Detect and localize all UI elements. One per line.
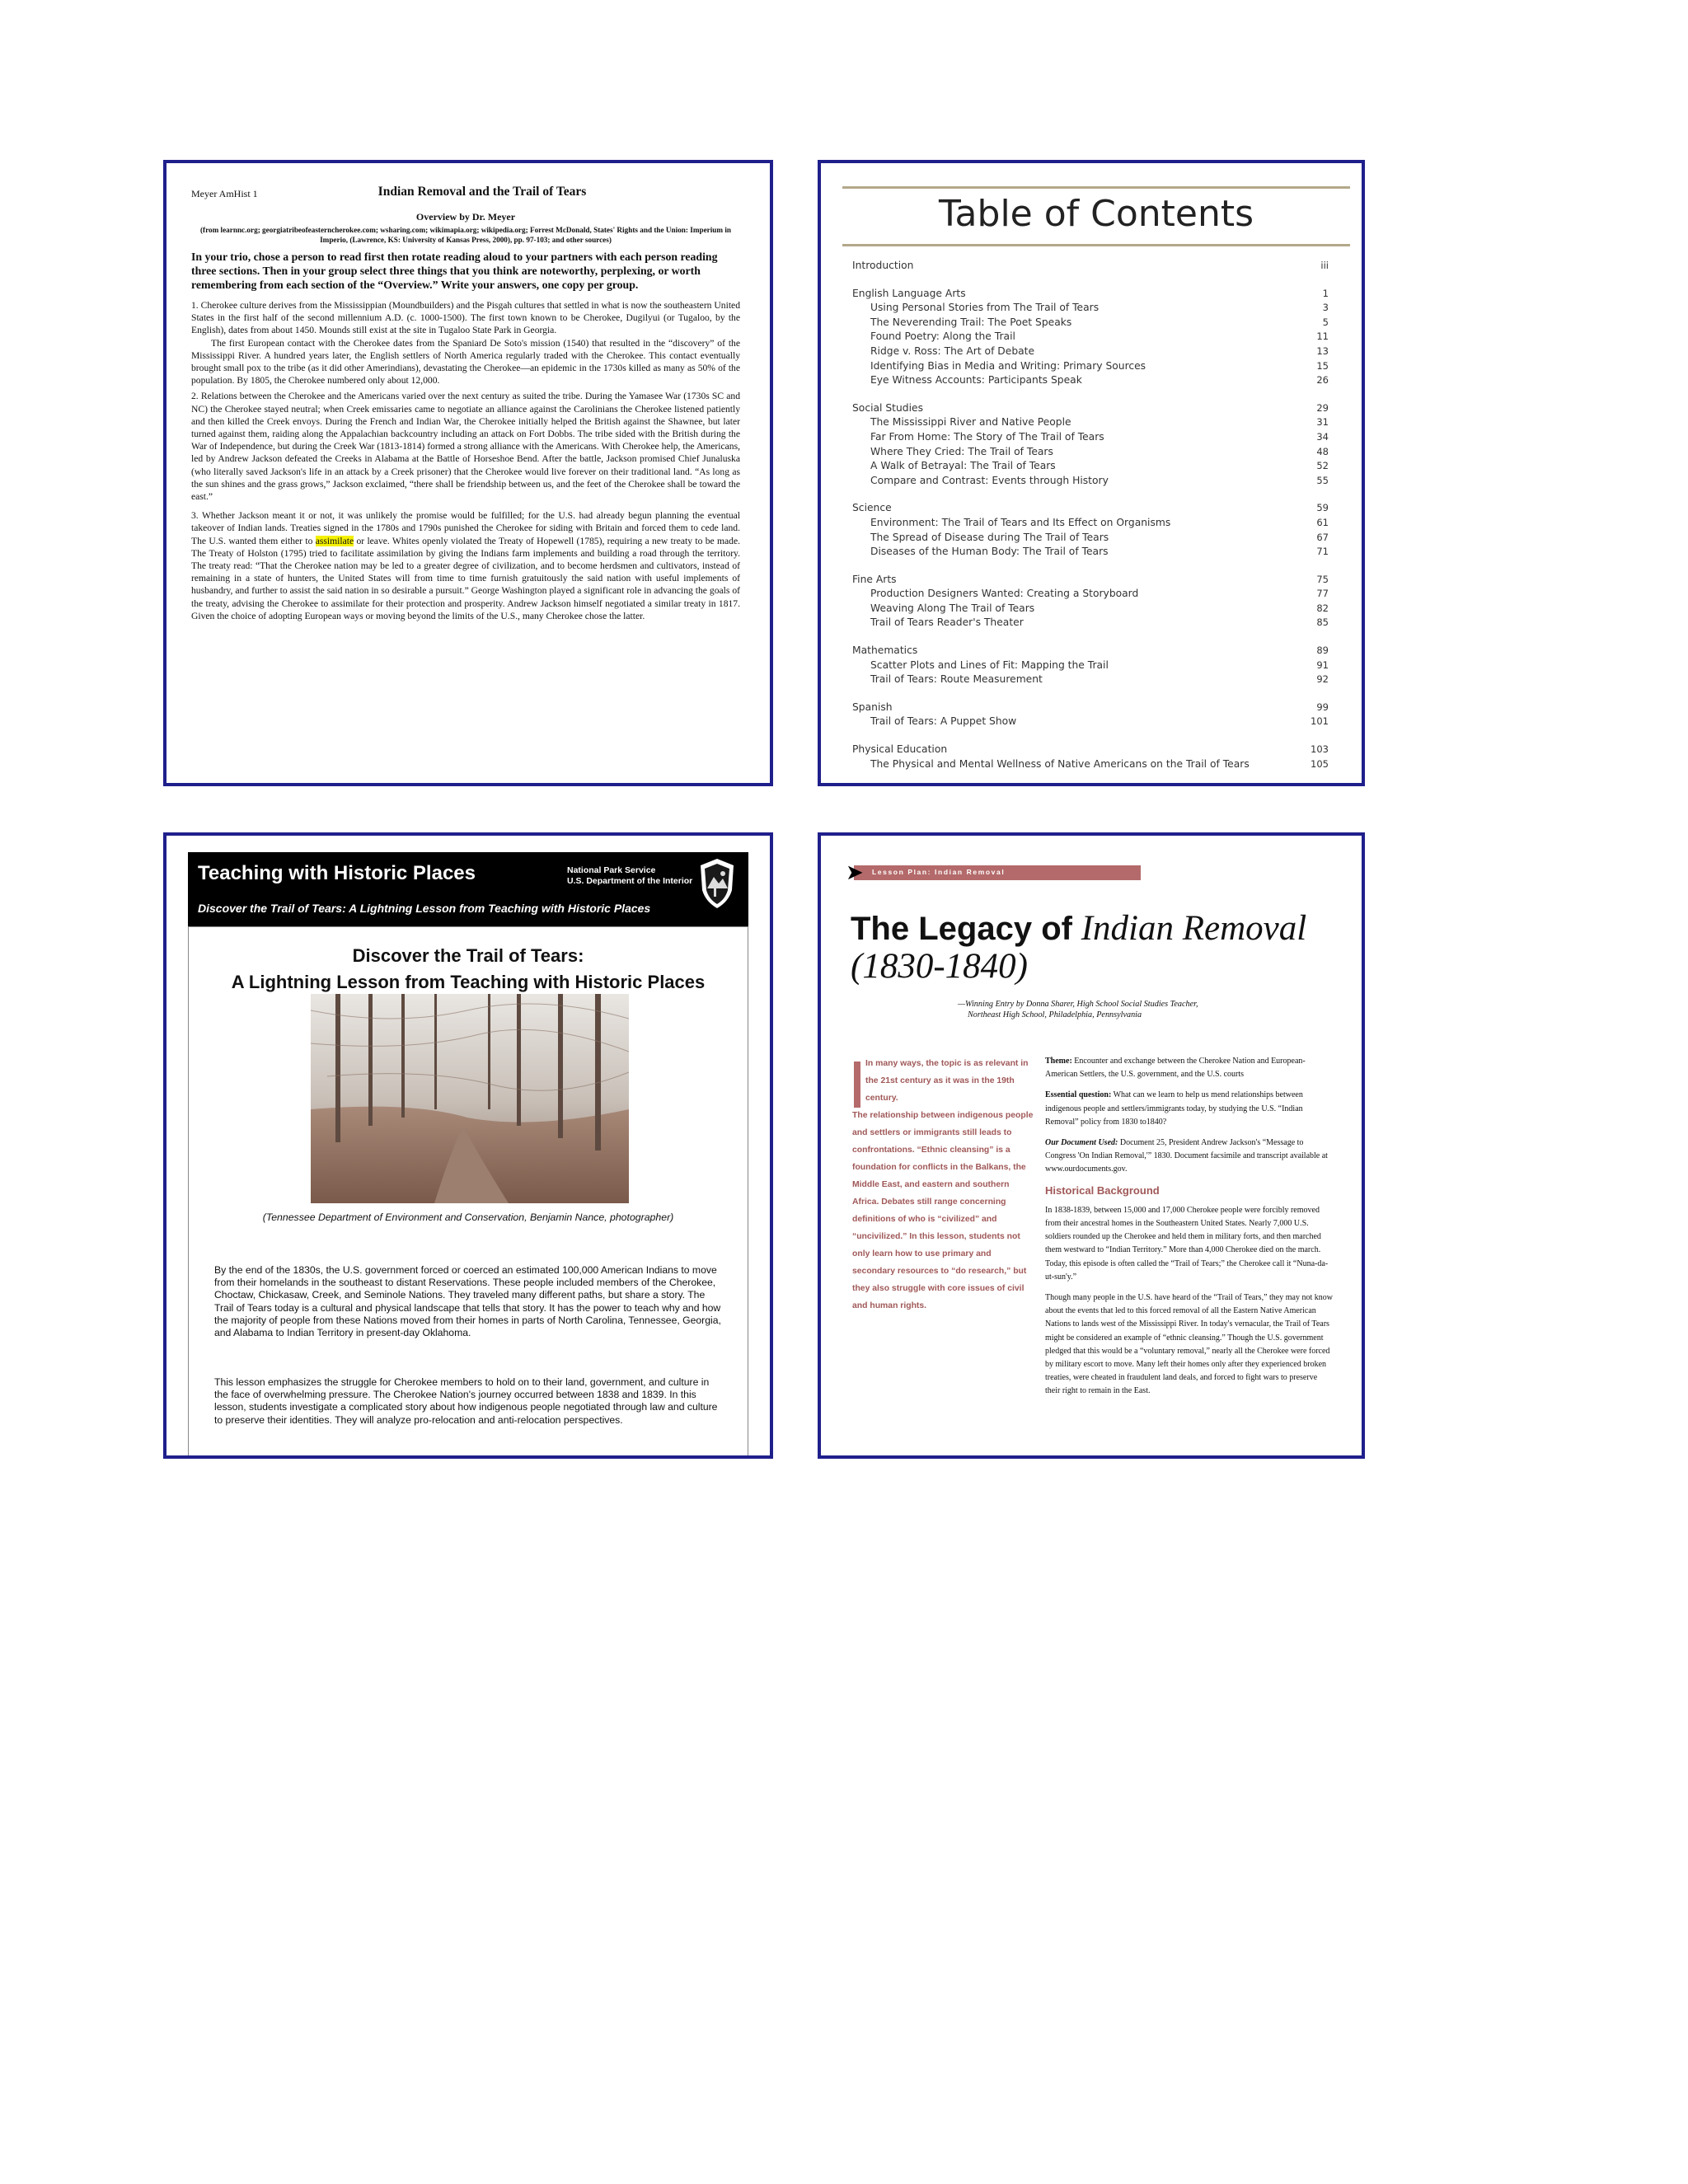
toc-entry-label: The Neverending Trail: The Poet Speaks [870, 316, 1072, 328]
agency-line-2: U.S. Department of the Interior [567, 876, 693, 886]
toc-page-number: 34 [1316, 430, 1329, 443]
toc-page-number: 11 [1316, 330, 1329, 343]
toc-page-number: 99 [1316, 701, 1329, 713]
toc-page-number: 26 [1316, 374, 1329, 387]
section-3 [191, 509, 740, 622]
section-1-text-a: 1. Cherokee culture derives from the Mississippian (Moundbuilders) and the Pisgah cultures that settled in what is now the southeastern United States in the first half of the second millennium A.D. (c. 1000-1500). The first town known to be Cherokee, Dugilyui (or Tugaloo, by the English), dates from about 1450. Mounds still exist at the site in Tugaloo State Park in Georgia. [191, 300, 740, 336]
theme-paragraph [1045, 1055, 1334, 1081]
toc-entry-label: Trail of Tears: Route Measurement [870, 673, 1043, 686]
toc-entry [852, 545, 1329, 560]
section-2: 2. Relations between the Cherokee and the Americans varied over the next century as suited the tribe. During the Yamasee War (1730s SC and NC) the Cherokee stayed neutral; when Creek emissaries came to negotiate an alliance against the Carolinians the Cherokee listened patiently and then killed the Creek envoys. During the French and Indian War, the Cherokee initially helped the British against the Shawnee, but later turned against them, raiding along the Appalachian backcountry including an attack on Fort Dobbs. The tribe sided with the British during the War of Independence, but during the Creek War (1813-1814) formed a strong alliance with the Americans. With Cherokee help, the Americans, led by Andrew Jackson defeated the Creeks in Alabama at the Battle of Horseshoe Bend. After the battle, Jackson promised Chief Junaluska (who literally saved Jackson's life in an attack by a Creek prisoner) that the Cherokee would live forever on their traditional land. “As long as the sun shines and the grass grows,” Jackson exclaimed, “there shall be friendship between us, and the feet of the Cherokee shall be toward the east.” [191, 391, 740, 503]
toc-page-number: 91 [1316, 658, 1329, 671]
document-page-twhp [163, 832, 773, 1459]
toc-section [852, 644, 1329, 658]
lesson-heading-line-2: A Lightning Lesson from Teaching with Historic Places [231, 972, 706, 992]
history-paragraph-1: In 1838-1839, between 15,000 and 17,000 Cherokee people were forcibly removed from their ancestral homes in the Southeastern United States. Nearly 7,000 U.S. soldiers rounded up the Cherokee and held them in military forts, and then marched them westward to “Indian Territory.” More than 4,000 Cherokee died on the march. Today, this episode is often called the “Trail of Tears;” the Cherokee call it “Nuna-da-ut-sun'y.” [1045, 1205, 1329, 1282]
toc-section [852, 401, 1329, 416]
toc-page-number: iii [1320, 260, 1329, 271]
toc-entry-label: Found Poetry: Along the Trail [870, 330, 1015, 343]
toc-entry-label: Spanish [852, 701, 893, 713]
document-used-text: Document 25, President Andrew Jackson's “Message to Congress 'On Indian Removal,'” 1830. Document facsimile and transcript available at www.ourdocuments.gov. [1045, 1138, 1328, 1174]
toc-entry [852, 301, 1329, 316]
document-used-paragraph [1045, 1137, 1334, 1177]
theme-label: Theme: [1045, 1057, 1072, 1066]
toc-page-number: 48 [1316, 445, 1329, 457]
toc-entry-label: Trail of Tears: A Puppet Show [870, 715, 1017, 728]
toc-entry [852, 616, 1329, 630]
lesson-heading-line-1: Discover the Trail of Tears: [352, 945, 584, 966]
forest-trail-photo [311, 994, 629, 1203]
instructions: In your trio, chose a person to read first then rotate reading aloud to your partners with each person reading three sections. Then in your group select three things that you think are noteworthy, perplexing, or worth remembering from each section of the “Overview.” Write your answers, one copy per group. [191, 251, 718, 291]
toc-entry [852, 474, 1329, 489]
intro-paragraph: By the end of the 1830s, the U.S. government forced or coerced an estimated 100,000 American Indians to move from their homelands in the southeast to distant Reservations. These people included members of the Cherokee, Choctaw, Chickasaw, Creek, and Seminole Nations. They traveled many different paths, but share a story. The Trail of Tears today is a cultural and physical landscape that tells that story. It has the power to teach why and how the majority of people from these Nations moved from their homes in parts of North Carolina, Tennessee, Georgia, and Alabama to Indian Territory in present-day Oklahoma. [214, 1264, 721, 1339]
section-3-text-pre: 3. Whether Jackson meant it or not, it was unlikely the promise would be fulfilled; for the U.S. had already begun planning the eventual takeover of Indian lands. Treaties signed in the 1780s and 1790s punished the Cherokee for siding with Britain and forced them to cede land. The U.S. wanted them either to [191, 510, 740, 546]
sources-note: (from learnnc.org; georgiatribeofeasterncherokee.com; wsharing.com; wikimapia.org; wikipedia.org; Forrest McDonald, States' Rights and the Union: Imperium in Imperio, (Lawrence, KS: University of Kansas Press, 2000), pp. 97-103; and other sources) [199, 226, 732, 244]
section-1-text-b: The first European contact with the Cherokee dates from the Spaniard De Soto's mission (1540) that resulted in the “discovery” of the Mississippi River. A hundred years later, the English settlers of North America regularly traded with the Cherokee. This contact eventually brought small pox to the tribe (as it did other Amerindians), devastating the Cherokee—an epidemic in the 1730s killed as many as 50% of the population. By 1805, the Cherokee numbered only about 12,000. [191, 337, 740, 387]
theme-text: Encounter and exchange between the Cherokee Nation and European-American Settlers, the U.S. government, and the U.S. courts [1045, 1057, 1306, 1080]
toc-entry-label: The Spread of Disease during The Trail of Tears [870, 531, 1109, 543]
essential-question-paragraph [1045, 1089, 1334, 1129]
toc-page-number: 55 [1316, 474, 1329, 486]
pull-quote-rest: The relationship between indigenous people and settlers or immigrants still leads to confrontations. “Ethnic cleansing” is a foundation for conflicts in the Balkans, the Middle East, and eastern and southern Africa. Debates still range concerning definitions of who is “civilized” and “uncivilized.” In this lesson, students not only learn how to use primary and secondary resources to “do research,” but they also struggle with core issues of civil and human rights. [852, 1111, 1034, 1310]
overview-byline: Overview by Dr. Meyer [415, 211, 516, 223]
toc-entry-label: Introduction [852, 260, 914, 271]
toc-page-number: 89 [1316, 644, 1329, 657]
toc-entry-label: Environment: The Trail of Tears and Its Effect on Organisms [870, 516, 1171, 528]
toc-list [852, 259, 1329, 771]
toc-bottom-rule [842, 244, 1350, 246]
toc-entry-label: Trail of Tears Reader's Theater [870, 616, 1024, 629]
toc-entry-label: Science [852, 502, 892, 514]
toc-entry [852, 359, 1329, 374]
toc-page-number: 52 [1316, 460, 1329, 472]
toc-entry [852, 602, 1329, 616]
toc-entry-label: The Mississippi River and Native People [870, 416, 1071, 429]
toc-entry [852, 658, 1329, 673]
toc-entry [852, 373, 1329, 388]
toc-page-number: 15 [1316, 359, 1329, 372]
toc-page-number: 77 [1316, 588, 1329, 600]
toc-page-number: 61 [1316, 516, 1329, 528]
toc-entry-label: Ridge v. Ross: The Art of Debate [870, 344, 1035, 357]
toc-page-number: 75 [1316, 573, 1329, 585]
toc-entry-label: Mathematics [852, 644, 918, 657]
toc-page-number: 67 [1316, 531, 1329, 543]
essential-question-label: Essential question: [1045, 1090, 1112, 1100]
photo-caption: (Tennessee Department of Environment and Conservation, Benjamin Nance, photographer) [262, 1212, 674, 1223]
toc-entry [852, 415, 1329, 430]
toc-entry-label: Identifying Bias in Media and Writing: Primary Sources [870, 359, 1146, 372]
toc-entry [852, 445, 1329, 460]
toc-entry-label: Compare and Contrast: Events through History [870, 474, 1109, 486]
toc-title: Table of Contents [938, 193, 1254, 235]
toc-entry [852, 715, 1329, 729]
toc-section [852, 287, 1329, 302]
title-italic-part-2: (1830-1840) [851, 947, 1028, 986]
toc-entry-label: A Walk of Betrayal: The Trail of Tears [870, 460, 1056, 472]
toc-page-number: 29 [1316, 401, 1329, 414]
toc-page-number: 82 [1316, 602, 1329, 614]
lesson-paragraph: This lesson emphasizes the struggle for Cherokee members to hold on to their land, government, and culture in the face of overwhelming pressure. The Cherokee Nation's journey occurred between 1838 and 1839. In this lesson, students investigate a complicated story about how indigenous people negotiated through law and culture to preserve their identities. They will analyze pro-relocation and anti-relocation perspectives. [214, 1376, 718, 1426]
document-page-toc [818, 160, 1365, 786]
highlighted-word: assimilate [315, 535, 354, 546]
toc-entry-label: Weaving Along The Trail of Tears [870, 602, 1035, 614]
section-3-text-post: or leave. Whites openly violated the Treaty of Hopewell (1785), requiring a new treaty to be made. The Treaty of Holston (1795) tried to facilitate assimilation by giving the Indians farm implements and building a road through the territory. The treaty read: “That the Cherokee nation may be led to a greater degree of civilization, and to become herdsmen and cultivators, instead of remaining in a state of hunters, the United States will from time to time furnish gratuitously the said nation with useful implements of husbandry, and further to assist the said nation in so desirable a pursuit.” George Washington played a significant role in advancing the goals of the treaty, advising the Cherokee to assimilate for their protection and prosperity. Andrew Jackson himself negotiated a similar treaty in 1817. Given the choice of adopting European ways or moving beyond the limits of the U.S., many Cherokee chose the latter. [191, 535, 741, 621]
toc-page-number: 71 [1316, 546, 1329, 558]
toc-entry-label: Fine Arts [852, 573, 897, 585]
toc-entry [852, 344, 1329, 359]
banner-subtitle: Discover the Trail of Tears: A Lightning Lesson from Teaching with Historic Places [198, 902, 651, 915]
toc-entry-label: Scatter Plots and Lines of Fit: Mapping the Trail [870, 658, 1109, 671]
lesson-plan-label: Lesson Plan: Indian Removal [872, 868, 1006, 876]
history-paragraph-2: Though many people in the U.S. have heard of the “Trail of Tears,” they may not know about the events that led to this forced removal of all the Eastern Native American Nations to lands west of the Mississippi River. In today's vernacular, the Trail of Tears might be considered an example of “ethnic cleansing.” Though the U.S. government pledged that this would be a “voluntary removal,” nearly all the Cherokee were forced by military escort to move. Many left their homes only after they experienced broken treaties, were cheated in fraudulent land deals, and forced to fight wars to preserve their right to remain in the East. [1045, 1293, 1333, 1396]
document-used-label: Our Document Used: [1045, 1138, 1118, 1148]
toc-page-number: 31 [1316, 416, 1329, 429]
lesson-heading [166, 943, 770, 996]
toc-entry [852, 459, 1329, 474]
article-body [1045, 1055, 1334, 1406]
pull-quote-lead: In many ways, the topic is as relevant in the 21st century as it was in the 19th century. [865, 1059, 1029, 1103]
essential-question-text: What can we learn to help us mend relationships between indigenous people and settlers/immigrants today, by studying the U.S. “Indian Removal” policy from 1830 to1840? [1045, 1090, 1303, 1127]
toc-entry-label: Where They Cried: The Trail of Tears [870, 445, 1053, 457]
title-italic-part-1: Indian Removal [1081, 909, 1307, 948]
toc-entry [852, 673, 1329, 687]
toc-entry-label: Using Personal Stories from The Trail of Tears [870, 302, 1100, 314]
article-title [851, 910, 1306, 986]
toc-section [852, 501, 1329, 516]
toc-section [852, 573, 1329, 588]
toc-entry [852, 531, 1329, 546]
toc-page-number: 92 [1316, 673, 1329, 686]
toc-page-number: 105 [1311, 757, 1329, 770]
twhp-banner [188, 852, 748, 926]
toc-entry-label: Physical Education [852, 743, 948, 756]
historical-background-heading: Historical Background [1045, 1183, 1160, 1197]
banner-title: Teaching with Historic Places [198, 862, 476, 884]
toc-page-number: 5 [1322, 316, 1329, 328]
toc-entry [852, 430, 1329, 445]
byline-line-2: Northeast High School, Philadelphia, Pennsylvania [968, 1010, 1142, 1019]
byline [958, 999, 1198, 1020]
toc-entry-label: Eye Witness Accounts: Participants Speak [870, 374, 1082, 387]
toc-section [852, 259, 1329, 274]
toc-entry [852, 516, 1329, 531]
toc-page-number: 59 [1316, 502, 1329, 514]
chevron-right-icon: ➤ [846, 860, 864, 885]
page-title: Indian Removal and the Trail of Tears [377, 185, 587, 199]
pull-quote [852, 1055, 1035, 1315]
toc-page-number: 101 [1311, 715, 1329, 728]
toc-page-number: 3 [1322, 302, 1329, 314]
toc-entry [852, 316, 1329, 330]
toc-page-number: 1 [1322, 287, 1329, 299]
title-bold-part: The Legacy of [851, 911, 1072, 947]
toc-section [852, 743, 1329, 757]
course-label: Meyer AmHist 1 [191, 188, 258, 199]
toc-entry-label: Production Designers Wanted: Creating a Storyboard [870, 588, 1139, 600]
toc-entry-label: The Physical and Mental Wellness of Native Americans on the Trail of Tears [870, 757, 1250, 770]
toc-entry-label: English Language Arts [852, 287, 966, 299]
document-page-overview [163, 160, 773, 786]
toc-entry-label: Social Studies [852, 401, 923, 414]
document-page-legacy [818, 832, 1365, 1459]
toc-page-number: 13 [1316, 344, 1329, 357]
toc-page-number: 85 [1316, 616, 1329, 629]
toc-entry [852, 330, 1329, 344]
toc-entry-label: Far From Home: The Story of The Trail of Tears [870, 430, 1104, 443]
section-1 [191, 299, 740, 387]
agency-line-1: National Park Service [567, 865, 656, 875]
nps-arrowhead-logo [697, 857, 737, 910]
toc-entry-label: Diseases of the Human Body: The Trail of Tears [870, 546, 1109, 558]
byline-line-1: —Winning Entry by Donna Sharer, High School Social Studies Teacher, [958, 1000, 1198, 1009]
toc-entry [852, 587, 1329, 602]
agency-label [567, 865, 692, 887]
toc-top-rule [842, 186, 1350, 189]
toc-page-number: 103 [1311, 743, 1329, 756]
toc-entry [852, 757, 1329, 772]
toc-section [852, 701, 1329, 715]
